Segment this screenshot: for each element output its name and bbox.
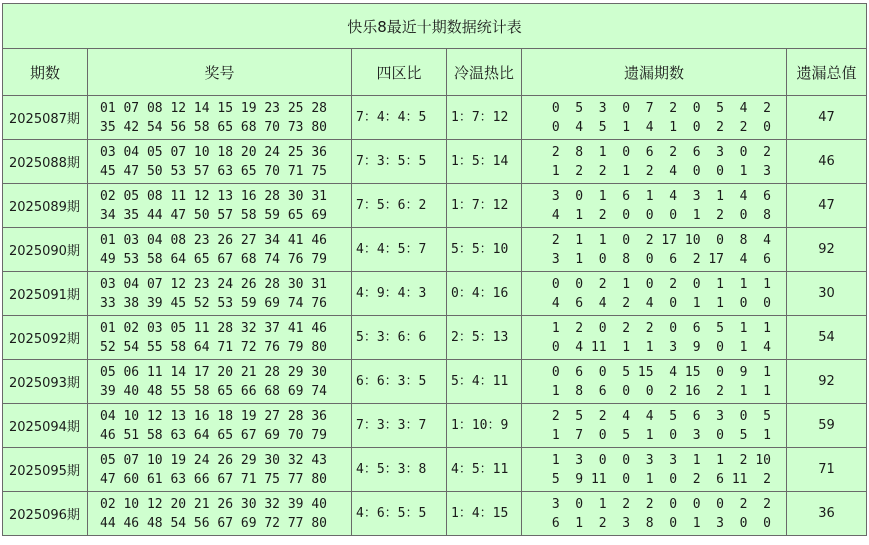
missing-line-2: 0 4 5 1 4 1 0 2 2 0 (544, 119, 771, 135)
temp-ratio-cell: 5：4：11 (447, 360, 522, 404)
numbers-line-1: 01 07 08 12 14 15 19 23 25 28 (100, 100, 327, 116)
table-row (3, 448, 867, 492)
issue-cell: 2025087期 (3, 96, 88, 140)
numbers-line-2: 34 35 44 47 50 57 58 59 65 69 (100, 207, 327, 223)
numbers-cell (88, 228, 352, 272)
zone-ratio-cell: 5：3：6：6 (352, 316, 447, 360)
zone-ratio-cell: 4：4：5：7 (352, 228, 447, 272)
missing-cell (522, 360, 787, 404)
numbers-cell (88, 96, 352, 140)
missing-total-cell: 92 (787, 228, 867, 272)
table-row (3, 96, 867, 140)
missing-line-1: 0 6 0 5 15 4 15 0 9 1 (544, 364, 771, 380)
missing-cell (522, 140, 787, 184)
numbers-cell (88, 404, 352, 448)
temp-ratio-cell: 0：4：16 (447, 272, 522, 316)
numbers-line-1: 05 06 11 14 17 20 21 28 29 30 (100, 364, 327, 380)
numbers-line-2: 33 38 39 45 52 53 59 69 74 76 (100, 295, 327, 311)
temp-ratio-cell: 1：4：15 (447, 492, 522, 536)
missing-cell (522, 492, 787, 536)
numbers-line-1: 03 04 07 12 23 24 26 28 30 31 (100, 276, 327, 292)
missing-line-1: 3 0 1 6 1 4 3 1 4 6 (544, 188, 771, 204)
table-row (3, 404, 867, 448)
issue-cell: 2025093期 (3, 360, 88, 404)
numbers-line-1: 05 07 10 19 24 26 29 30 32 43 (100, 452, 327, 468)
missing-line-2: 5 9 11 0 1 0 2 6 11 2 (544, 471, 771, 487)
table-row (3, 184, 867, 228)
numbers-cell (88, 448, 352, 492)
missing-total-cell: 47 (787, 96, 867, 140)
missing-total-cell: 47 (787, 184, 867, 228)
missing-line-1: 0 0 2 1 0 2 0 1 1 1 (544, 276, 771, 292)
numbers-line-2: 35 42 54 56 58 65 68 70 73 80 (100, 119, 327, 135)
missing-line-1: 2 5 2 4 4 5 6 3 0 5 (544, 408, 771, 424)
table-row (3, 360, 867, 404)
issue-cell: 2025090期 (3, 228, 88, 272)
missing-line-1: 3 0 1 2 2 0 0 0 2 2 (544, 496, 771, 512)
numbers-line-1: 01 02 03 05 11 28 32 37 41 46 (100, 320, 327, 336)
table-title: 快乐8最近十期数据统计表 (3, 4, 867, 49)
numbers-cell (88, 492, 352, 536)
missing-cell (522, 228, 787, 272)
header-numbers: 奖号 (88, 49, 352, 96)
numbers-line-2: 52 54 55 58 64 71 72 76 79 80 (100, 339, 327, 355)
temp-ratio-cell: 5：5：10 (447, 228, 522, 272)
missing-line-1: 1 2 0 2 2 0 6 5 1 1 (544, 320, 771, 336)
numbers-line-2: 39 40 48 55 58 65 66 68 69 74 (100, 383, 327, 399)
table-row (3, 272, 867, 316)
missing-line-2: 0 4 11 1 1 3 9 0 1 4 (544, 339, 771, 355)
zone-ratio-cell: 7：3：5：5 (352, 140, 447, 184)
missing-total-cell: 54 (787, 316, 867, 360)
temp-ratio-cell: 1：7：12 (447, 96, 522, 140)
header-zone-ratio: 四区比 (352, 49, 447, 96)
missing-total-cell: 36 (787, 492, 867, 536)
header-temp-ratio: 冷温热比 (447, 49, 522, 96)
issue-cell: 2025089期 (3, 184, 88, 228)
missing-total-cell: 92 (787, 360, 867, 404)
temp-ratio-cell: 1：7：12 (447, 184, 522, 228)
numbers-line-1: 01 03 04 08 23 26 27 34 41 46 (100, 232, 327, 248)
missing-line-1: 2 1 1 0 2 17 10 0 8 4 (544, 232, 771, 248)
table-body (3, 96, 867, 536)
table-header-row (3, 49, 867, 96)
zone-ratio-cell: 4：9：4：3 (352, 272, 447, 316)
temp-ratio-cell: 1：10：9 (447, 404, 522, 448)
lottery-stats-table (2, 3, 867, 536)
missing-total-cell: 71 (787, 448, 867, 492)
table-row (3, 316, 867, 360)
missing-cell (522, 316, 787, 360)
zone-ratio-cell: 4：5：3：8 (352, 448, 447, 492)
zone-ratio-cell: 7：4：4：5 (352, 96, 447, 140)
table-row (3, 492, 867, 536)
missing-total-cell: 30 (787, 272, 867, 316)
issue-cell: 2025088期 (3, 140, 88, 184)
header-issue: 期数 (3, 49, 88, 96)
missing-cell (522, 448, 787, 492)
missing-line-1: 1 3 0 0 3 3 1 1 2 10 (544, 452, 771, 468)
missing-cell (522, 404, 787, 448)
numbers-line-1: 02 05 08 11 12 13 16 28 30 31 (100, 188, 327, 204)
issue-cell: 2025094期 (3, 404, 88, 448)
numbers-line-1: 02 10 12 20 21 26 30 32 39 40 (100, 496, 327, 512)
temp-ratio-cell: 1：5：14 (447, 140, 522, 184)
issue-cell: 2025096期 (3, 492, 88, 536)
missing-line-2: 4 6 4 2 4 0 1 1 0 0 (544, 295, 771, 311)
missing-cell (522, 96, 787, 140)
zone-ratio-cell: 4：6：5：5 (352, 492, 447, 536)
missing-line-2: 1 7 0 5 1 0 3 0 5 1 (544, 427, 771, 443)
missing-line-1: 0 5 3 0 7 2 0 5 4 2 (544, 100, 771, 116)
numbers-line-2: 47 60 61 63 66 67 71 75 77 80 (100, 471, 327, 487)
issue-cell: 2025091期 (3, 272, 88, 316)
issue-cell: 2025095期 (3, 448, 88, 492)
missing-line-2: 3 1 0 8 0 6 2 17 4 6 (544, 251, 771, 267)
table-row (3, 228, 867, 272)
numbers-cell (88, 316, 352, 360)
missing-cell (522, 184, 787, 228)
numbers-line-2: 45 47 50 53 57 63 65 70 71 75 (100, 163, 327, 179)
issue-cell: 2025092期 (3, 316, 88, 360)
missing-line-2: 6 1 2 3 8 0 1 3 0 0 (544, 515, 771, 531)
temp-ratio-cell: 4：5：11 (447, 448, 522, 492)
numbers-line-1: 03 04 05 07 10 18 20 24 25 36 (100, 144, 327, 160)
missing-total-cell: 46 (787, 140, 867, 184)
missing-total-cell: 59 (787, 404, 867, 448)
stats-table-container (2, 3, 866, 536)
missing-line-2: 1 8 6 0 0 2 16 2 1 1 (544, 383, 771, 399)
zone-ratio-cell: 7：3：3：7 (352, 404, 447, 448)
table-title-row (3, 4, 867, 49)
numbers-cell (88, 184, 352, 228)
table-row (3, 140, 867, 184)
missing-cell (522, 272, 787, 316)
numbers-line-2: 44 46 48 54 56 67 69 72 77 80 (100, 515, 327, 531)
numbers-line-1: 04 10 12 13 16 18 19 27 28 36 (100, 408, 327, 424)
missing-line-2: 4 1 2 0 0 0 1 2 0 8 (544, 207, 771, 223)
missing-line-2: 1 2 2 1 2 4 0 0 1 3 (544, 163, 771, 179)
header-missing-total: 遗漏总值 (787, 49, 867, 96)
numbers-cell (88, 140, 352, 184)
zone-ratio-cell: 7：5：6：2 (352, 184, 447, 228)
numbers-line-2: 46 51 58 63 64 65 67 69 70 79 (100, 427, 327, 443)
header-missing: 遗漏期数 (522, 49, 787, 96)
numbers-cell (88, 272, 352, 316)
numbers-cell (88, 360, 352, 404)
temp-ratio-cell: 2：5：13 (447, 316, 522, 360)
zone-ratio-cell: 6：6：3：5 (352, 360, 447, 404)
missing-line-1: 2 8 1 0 6 2 6 3 0 2 (544, 144, 771, 160)
numbers-line-2: 49 53 58 64 65 67 68 74 76 79 (100, 251, 327, 267)
